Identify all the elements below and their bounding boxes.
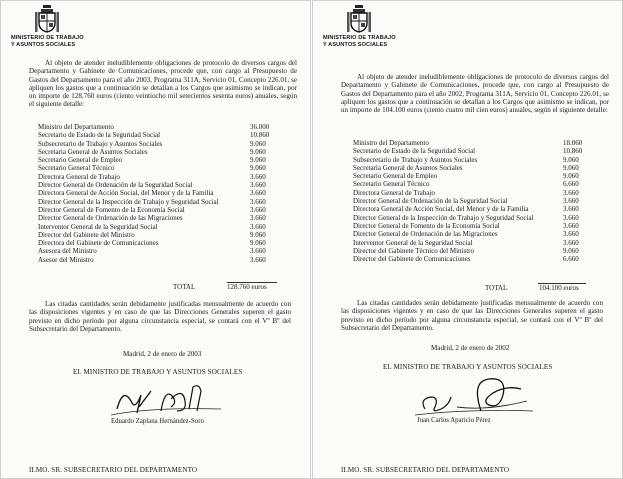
allocation-row: [38, 206, 270, 214]
ministry-header: [323, 35, 396, 49]
allocation-amount: 36.000: [250, 123, 270, 131]
ministry-line-1: MINISTERIO DE TRABAJO: [11, 35, 84, 41]
allocation-amount: 6.660: [563, 255, 579, 264]
allocation-amount: 3.660: [250, 255, 266, 264]
signer-title: EL MINISTRO DE TRABAJO Y ASUNTOS SOCIALES: [383, 363, 553, 371]
total-value: 128.760 euros: [227, 283, 267, 291]
allocation-amount: 3.660: [563, 205, 579, 214]
allocation-row: [353, 164, 581, 172]
allocation-row: [353, 214, 581, 222]
allocation-row: [353, 247, 581, 255]
allocation-position: Directora General de Trabajo: [38, 172, 120, 181]
allocation-amount: 3.660: [250, 205, 266, 214]
allocation-row: [38, 256, 270, 264]
allocation-row: [353, 139, 581, 147]
allocation-row: [353, 205, 581, 213]
allocation-list: [353, 139, 581, 263]
total-value: 104.100 euros: [539, 284, 579, 292]
allocation-position: Subsecretario de Trabajo y Asuntos Sociales: [38, 139, 163, 148]
allocation-row: [38, 214, 270, 222]
allocation-amount: 3.660: [563, 197, 579, 206]
allocation-position: Asesor del Ministro: [38, 255, 94, 264]
signing-date: Madrid, 2 de enero de 2003: [123, 350, 202, 358]
allocation-position: Secretario General de Empleo: [38, 156, 123, 165]
allocation-amount: 10.860: [250, 131, 270, 140]
allocation-amount: 9.060: [250, 156, 266, 165]
document-page-2002: [312, 0, 623, 479]
allocation-position: Directora del Gabinete de Comunicaciones: [38, 239, 159, 248]
intro-paragraph: [29, 59, 297, 109]
allocation-amount: 9.060: [250, 230, 266, 239]
coat-of-arms-icon: [34, 4, 60, 34]
allocation-row: [38, 140, 270, 148]
allocation-position: Ministro del Departamento: [38, 123, 114, 131]
allocation-position: Director General de la Inspección de Trabajo y Seguridad Social: [38, 197, 219, 206]
allocation-amount: 3.660: [250, 214, 266, 223]
allocation-row: [38, 148, 270, 156]
signature-image: [109, 379, 229, 419]
allocation-row: [353, 197, 581, 205]
allocation-position: Director General de Ordenación de la Seguridad Social: [38, 181, 193, 190]
addressee: ILMO. SR. SUBSECRETARIO DEL DEPARTAMENTO: [341, 466, 510, 474]
allocation-position: Director General de Ordenación de la Seguridad Social: [353, 197, 508, 206]
allocation-position: Directora General de Trabajo: [353, 188, 435, 197]
closing-paragraph: [29, 300, 291, 333]
allocation-position: Asesora del Ministro: [38, 247, 97, 256]
signing-date: Madrid, 2 de enero de 2002: [431, 344, 510, 352]
coat-of-arms-icon: [346, 4, 372, 34]
intro-paragraph: [341, 73, 609, 114]
allocation-amount: 9.060: [250, 139, 266, 148]
allocation-position: Director General de Ordenación de las Migraciones: [38, 214, 183, 223]
closing-text: Las citadas cantidades serán debidamente justificadas mensualmente de acuerdo con las disposiciones vigentes y en caso de que las Direcciones Generales superen el gasto previsto en dicho período por alguna circunstancia especial, se contará con el Vº Bº del Subsecretario del Departamento.: [341, 299, 603, 332]
total-label: TOTAL: [173, 283, 196, 291]
allocation-amount: 9.060: [250, 147, 266, 156]
allocation-row: [38, 239, 270, 247]
intro-text: Al objeto de atender ineludiblemente obligaciones de protocolo de diversos cargos del Departamento y Gabinete de Comunicaciones, procede que, con cargo al Presupuesto de Gastos del Departamento para el año 2002, Programa 311A, Servicio 01, Concepto 226.01, se apliquen los gastos que a continuación se detallan a los Cargos que asimismo se indican, por un importe de 104.100 euros (ciento cuatro mil cien euros) anuales, según el siguiente detalle:: [341, 73, 609, 115]
allocation-row: [38, 181, 270, 189]
allocation-list: [38, 123, 270, 264]
total-label: TOTAL: [485, 284, 508, 292]
ministry-line-1: MINISTERIO DE TRABAJO: [323, 35, 396, 41]
allocation-position: Interventor General de la Seguridad Social: [353, 238, 473, 247]
allocation-position: Secretario General Técnico: [38, 164, 115, 173]
addressee: ILMO. SR. SUBSECRETARIO DEL DEPARTAMENTO: [29, 466, 198, 474]
allocation-position: Secretario de Estado de la Seguridad Social: [353, 147, 476, 156]
allocation-amount: 9.060: [563, 163, 579, 172]
total-row: [1, 283, 311, 293]
allocation-position: Interventor General de la Seguridad Social: [38, 222, 158, 231]
allocation-amount: 3.660: [250, 172, 266, 181]
allocation-amount: 9.060: [563, 155, 579, 164]
allocation-row: [353, 230, 581, 238]
allocation-position: Director General de Fomento de la Economía Social: [353, 221, 500, 230]
allocation-amount: 3.660: [250, 197, 266, 206]
allocation-amount: 3.660: [250, 222, 266, 231]
allocation-position: Secretaria General de Asuntos Sociales: [38, 147, 148, 156]
closing-paragraph: [341, 299, 603, 332]
allocation-amount: 3.660: [250, 247, 266, 256]
allocation-position: Director del Gabinete del Ministro: [38, 230, 135, 239]
allocation-row: [353, 156, 581, 164]
allocation-amount: 3.660: [563, 221, 579, 230]
allocation-position: Director General de la Inspección de Trabajo y Seguridad Social: [353, 213, 534, 222]
allocation-amount: 6.660: [563, 180, 579, 189]
document-page-2003: [0, 0, 311, 479]
allocation-position: Secretario General de Empleo: [353, 172, 438, 181]
signer-title: EL MINISTRO DE TRABAJO Y ASUNTOS SOCIALES: [73, 368, 243, 376]
allocation-amount: 9.060: [563, 172, 579, 181]
allocation-row: [353, 189, 581, 197]
ministry-header: [11, 35, 84, 49]
allocation-row: [38, 156, 270, 164]
allocation-amount: 18.060: [563, 139, 583, 147]
allocation-position: Directora General de Acción Social, del Menor y de la Familia: [38, 189, 214, 198]
allocation-position: Director General de Fomento de la Economía Social: [38, 205, 185, 214]
allocation-row: [38, 231, 270, 239]
allocation-amount: 10.860: [563, 147, 583, 156]
allocation-amount: 3.660: [563, 188, 579, 197]
allocation-position: Secretaria General de Asuntos Sociales: [353, 163, 463, 172]
allocation-row: [38, 164, 270, 172]
allocation-position: Secretario de Estado de la Seguridad Social: [38, 131, 161, 140]
allocation-position: Directora General de Acción Social, del Menor y de la Familia: [353, 205, 529, 214]
closing-text: Las citadas cantidades serán debidamente justificadas mensualmente de acuerdo con las disposiciones vigentes y en caso de que las Direcciones Generales superen el gasto previsto en dicho período por alguna circunstancia especial, se contará con el Vº Bº del Subsecretario del Departamento.: [29, 300, 291, 333]
ministry-line-2: Y ASUNTOS SOCIALES: [11, 42, 76, 48]
allocation-amount: 9.060: [563, 246, 579, 255]
allocation-row: [353, 222, 581, 230]
allocation-position: Director del Gabinete Técnico del Ministro: [353, 246, 474, 255]
allocation-row: [353, 255, 581, 263]
allocation-amount: 3.660: [250, 189, 266, 198]
intro-text: Al objeto de atender ineludiblemente obligaciones de protocolo de diversos cargos del Departamento y Gabinete de Comunicaciones, procede que, con cargo al Presupuesto de Gastos del Departamento para el año 2003, Programa 311A, Servicio 01, Concepto 226.01, se apliquen los gastos que a continuación se detallan a los Cargos que asimismo se indican, por un importe de 128.760 euros (ciento veintiocho mil setecientos sesenta euros) anuales, según el siguiente detalle:: [29, 59, 297, 109]
allocation-row: [38, 223, 270, 231]
allocation-row: [38, 123, 270, 131]
ministry-line-2: Y ASUNTOS SOCIALES: [323, 42, 388, 48]
allocation-row: [38, 131, 270, 139]
allocation-position: Ministro del Departamento: [353, 139, 429, 147]
allocation-amount: 9.060: [250, 164, 266, 173]
allocation-row: [353, 147, 581, 155]
allocation-amount: 3.660: [563, 238, 579, 247]
allocation-row: [353, 172, 581, 180]
total-row: [313, 284, 623, 294]
allocation-position: Director del Gabinete de Comunicaciones: [353, 255, 471, 264]
signer-name: Eduardo Zaplana Hernández-Soro: [111, 418, 204, 425]
allocation-position: Subsecretario de Trabajo y Asuntos Sociales: [353, 155, 478, 164]
allocation-amount: 3.660: [563, 213, 579, 222]
signature-image: [411, 375, 541, 419]
allocation-row: [38, 173, 270, 181]
allocation-row: [38, 247, 270, 255]
allocation-row: [38, 189, 270, 197]
allocation-row: [38, 198, 270, 206]
allocation-row: [353, 180, 581, 188]
allocation-position: Director General de Ordenación de las Migraciones: [353, 230, 498, 239]
allocation-position: Secretario General Técnico: [353, 180, 430, 189]
allocation-amount: 3.660: [250, 181, 266, 190]
allocation-amount: 3.660: [563, 230, 579, 239]
signer-name: Juan Carlos Aparicio Pérez: [417, 417, 491, 424]
allocation-amount: 9.060: [250, 239, 266, 248]
allocation-row: [353, 239, 581, 247]
